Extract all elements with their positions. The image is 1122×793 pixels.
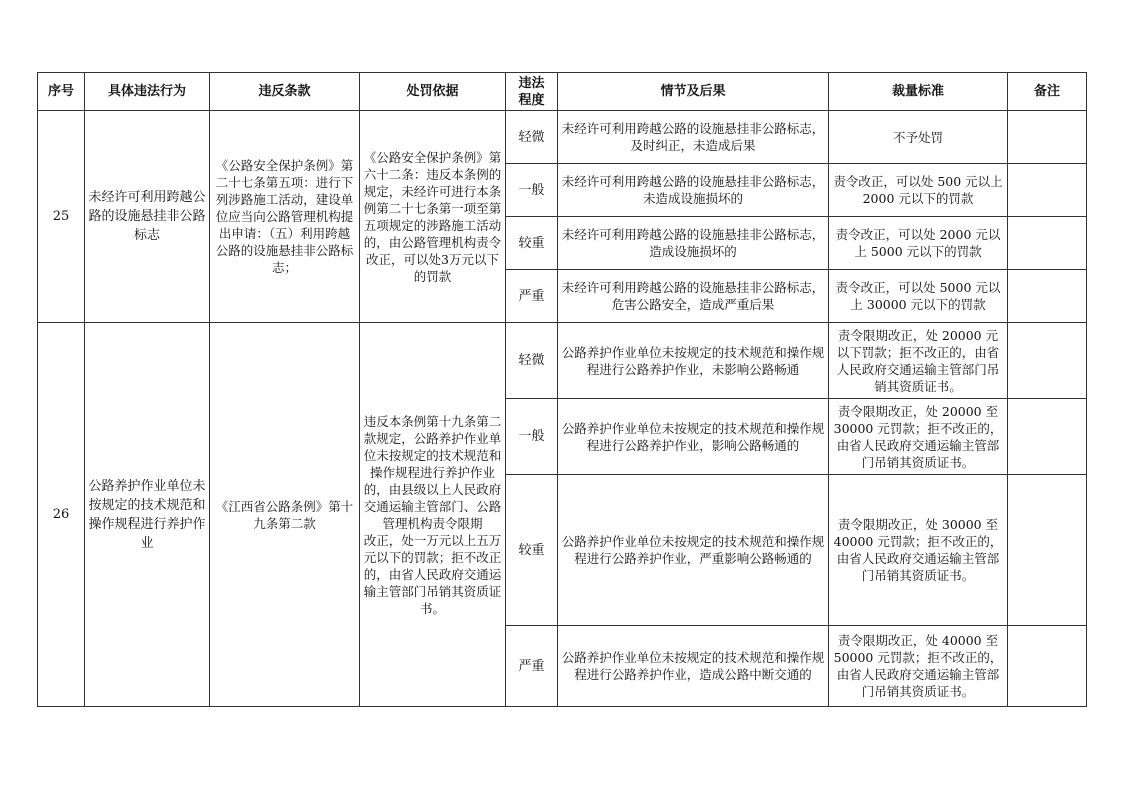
level-circumstance: 未经许可利用跨越公路的设施悬挂非公路标志，危害公路安全，造成严重后果: [558, 270, 829, 323]
level-standard: 责令限期改正，处 20000 至 30000 元罚款；拒不改正的，由省人民政府交通运输主管部门吊销其资质证书。: [829, 399, 1008, 475]
level-degree: 一般: [506, 164, 558, 217]
row-basis: 违反本条例第十九条第二款规定，公路养护作业单位未按规定的技术规范和操作规程进行养护作业的，由县级以上人民政府交通运输主管部门、公路管理机构责令限期 改正，处一万元以上五万元以下的罚款；拒不改正的，由省人民政府交通运输主管部门吊销其资质证书。: [360, 323, 506, 707]
row-clause: 《公路安全保护条例》第二十七条第五项：进行下列涉路施工活动，建设单位应当向公路管理机构提出申请：（五）利用跨越公路的设施悬挂非公路标志；: [210, 111, 360, 323]
level-degree: 轻微: [506, 323, 558, 399]
header-clause: 违反条款: [210, 73, 360, 111]
level-circumstance: 公路养护作业单位未按规定的技术规范和操作规程进行公路养护作业，未影响公路畅通: [558, 323, 829, 399]
row-behavior: 公路养护作业单位未按规定的技术规范和操作规程进行养护作业: [85, 323, 210, 707]
level-note: [1008, 626, 1087, 707]
header-degree: 违法 程度: [506, 73, 558, 111]
level-standard: 责令限期改正，处 40000 至 50000 元罚款；拒不改正的，由省人民政府交通运输主管部门吊销其资质证书。: [829, 626, 1008, 707]
header-note: 备注: [1008, 73, 1087, 111]
level-degree: 严重: [506, 270, 558, 323]
level-degree: 一般: [506, 399, 558, 475]
level-standard: 不予处罚: [829, 111, 1008, 164]
level-standard: 责令改正，可以处 5000 元以上 30000 元以下的罚款: [829, 270, 1008, 323]
header-seq: 序号: [38, 73, 85, 111]
level-circumstance: 未经许可利用跨越公路的设施悬挂非公路标志，及时纠正，未造成后果: [558, 111, 829, 164]
level-degree: 较重: [506, 475, 558, 626]
level-degree: 严重: [506, 626, 558, 707]
level-circumstance: 公路养护作业单位未按规定的技术规范和操作规程进行公路养护作业，造成公路中断交通的: [558, 626, 829, 707]
row-basis: 《公路安全保护条例》第六十二条：违反本条例的规定，未经许可进行本条例第二十七条第一项至第五项规定的涉路施工活动的，由公路管理机构责令改正，可以处3万元以下的罚款: [360, 111, 506, 323]
header-row: [38, 73, 1087, 111]
level-note: [1008, 475, 1087, 626]
header-basis: 处罚依据: [360, 73, 506, 111]
level-standard: 责令限期改正，处 30000 至 40000 元罚款；拒不改正的，由省人民政府交通运输主管部门吊销其资质证书。: [829, 475, 1008, 626]
header-behavior: 具体违法行为: [85, 73, 210, 111]
level-note: [1008, 270, 1087, 323]
level-note: [1008, 164, 1087, 217]
table-row: [38, 323, 1087, 399]
row-seq: 25: [38, 111, 85, 323]
level-degree: 轻微: [506, 111, 558, 164]
row-seq: 26: [38, 323, 85, 707]
header-standard: 裁量标准: [829, 73, 1008, 111]
level-standard: 责令改正，可以处 500 元以上 2000 元以下的罚款: [829, 164, 1008, 217]
level-degree: 较重: [506, 217, 558, 270]
level-circumstance: 未经许可利用跨越公路的设施悬挂非公路标志，造成设施损坏的: [558, 217, 829, 270]
level-circumstance: 公路养护作业单位未按规定的技术规范和操作规程进行公路养护作业，影响公路畅通的: [558, 399, 829, 475]
level-note: [1008, 217, 1087, 270]
level-note: [1008, 111, 1087, 164]
level-circumstance: 公路养护作业单位未按规定的技术规范和操作规程进行公路养护作业，严重影响公路畅通的: [558, 475, 829, 626]
level-note: [1008, 323, 1087, 399]
penalty-discretion-table: [37, 72, 1087, 707]
level-standard: 责令改正，可以处 2000 元以上 5000 元以下的罚款: [829, 217, 1008, 270]
level-circumstance: 未经许可利用跨越公路的设施悬挂非公路标志，未造成设施损坏的: [558, 164, 829, 217]
table-row: [38, 111, 1087, 164]
level-standard: 责令限期改正，处 20000 元以下罚款；拒不改正的，由省人民政府交通运输主管部门吊销其资质证书。: [829, 323, 1008, 399]
level-note: [1008, 399, 1087, 475]
row-clause: 《江西省公路条例》第十九条第二款: [210, 323, 360, 707]
row-behavior: 未经许可利用跨越公路的设施悬挂非公路标志: [85, 111, 210, 323]
header-circumstance: 情节及后果: [558, 73, 829, 111]
